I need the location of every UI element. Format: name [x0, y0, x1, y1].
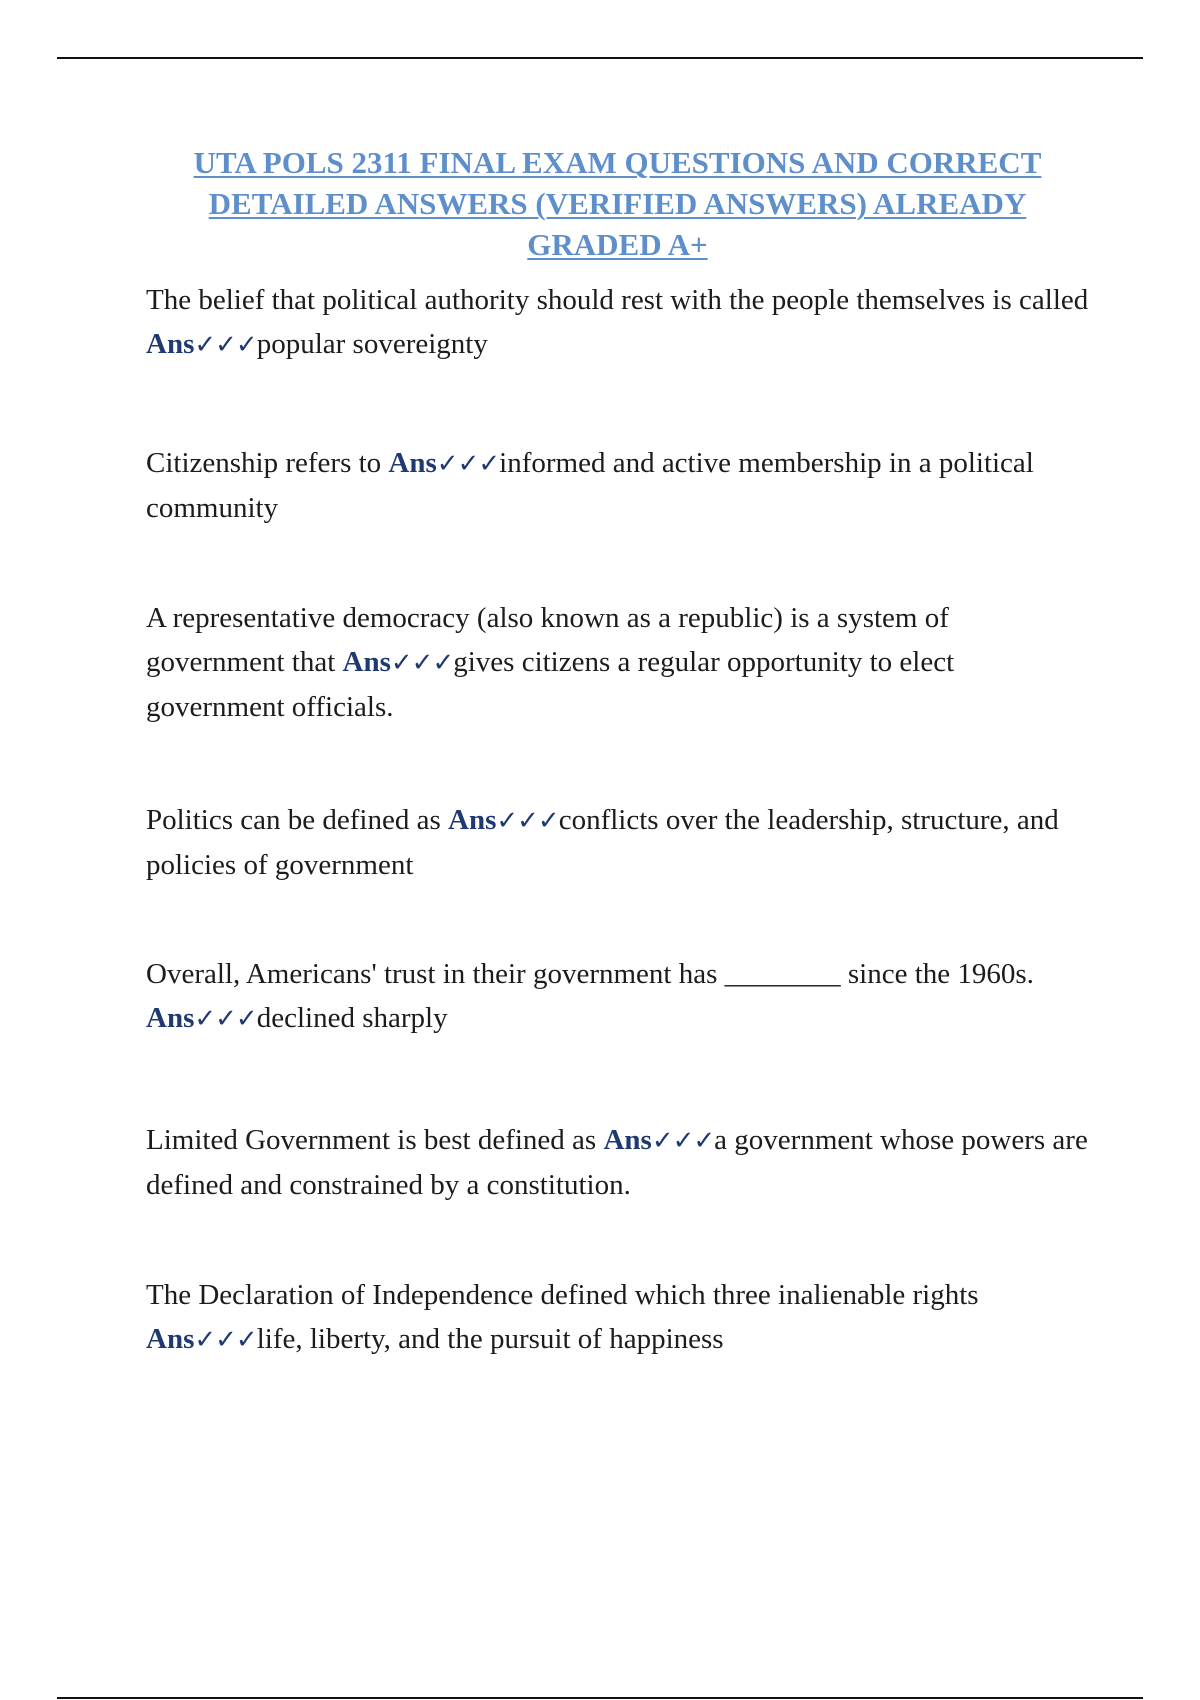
answer-text: life, liberty, and the pursuit of happiness	[256, 1323, 724, 1355]
answer-label: Ans	[342, 646, 391, 678]
qa-item-7	[146, 1273, 1091, 1362]
check-marks-icon: ✓✓✓	[496, 806, 559, 836]
answer-label: Ans	[603, 1124, 652, 1156]
answer-text: informed and active membership in a political community	[146, 447, 1034, 524]
answer-label: Ans	[388, 447, 437, 479]
answer-label: Ans	[146, 1323, 195, 1355]
answer-label: Ans	[448, 804, 497, 836]
question-text: Limited Government is best defined as	[146, 1124, 604, 1156]
check-marks-icon: ✓✓✓	[194, 1325, 257, 1355]
answer-text: declined sharply	[256, 1002, 448, 1034]
check-marks-icon: ✓✓✓	[651, 1126, 715, 1156]
check-marks-icon: ✓✓✓	[194, 330, 257, 360]
question-text: Overall, Americans' trust in their government has ________ since the 1960s.	[146, 958, 1034, 990]
qa-item-5	[146, 952, 1091, 1041]
question-text: The belief that political authority should rest with the people themselves is called	[146, 284, 1089, 316]
answer-label: Ans	[146, 328, 195, 360]
question-text: Citizenship refers to	[146, 447, 389, 479]
answer-text: conflicts over the leadership, structure, and policies of government	[146, 804, 1059, 881]
answer-text: a government whose powers are defined and constrained by a constitution.	[146, 1124, 1088, 1201]
qa-item-2	[146, 441, 1091, 530]
question-text: A representative democracy (also known as a republic) is a system of government that	[146, 602, 949, 678]
qa-item-4	[146, 798, 1091, 887]
qa-item-6	[146, 1118, 1091, 1207]
question-text: Politics can be defined as	[146, 804, 448, 836]
answer-label: Ans	[146, 1002, 195, 1034]
document-title: UTA POLS 2311 FINAL EXAM QUESTIONS AND CORRECT DETAILED ANSWERS (VERIFIED ANSWERS) ALREADY GRADED A+	[193, 145, 1042, 262]
bottom-rule	[57, 1697, 1143, 1699]
top-rule	[57, 57, 1143, 59]
check-marks-icon: ✓✓✓	[436, 449, 500, 479]
check-marks-icon: ✓✓✓	[390, 648, 454, 678]
answer-text: gives citizens a regular opportunity to elect government officials.	[146, 646, 955, 723]
answer-text: popular sovereignty	[256, 328, 488, 360]
check-marks-icon: ✓✓✓	[194, 1004, 257, 1034]
qa-item-3	[146, 596, 1091, 729]
question-text: The Declaration of Independence defined which three inalienable rights	[146, 1279, 979, 1311]
qa-item-1	[146, 278, 1091, 367]
